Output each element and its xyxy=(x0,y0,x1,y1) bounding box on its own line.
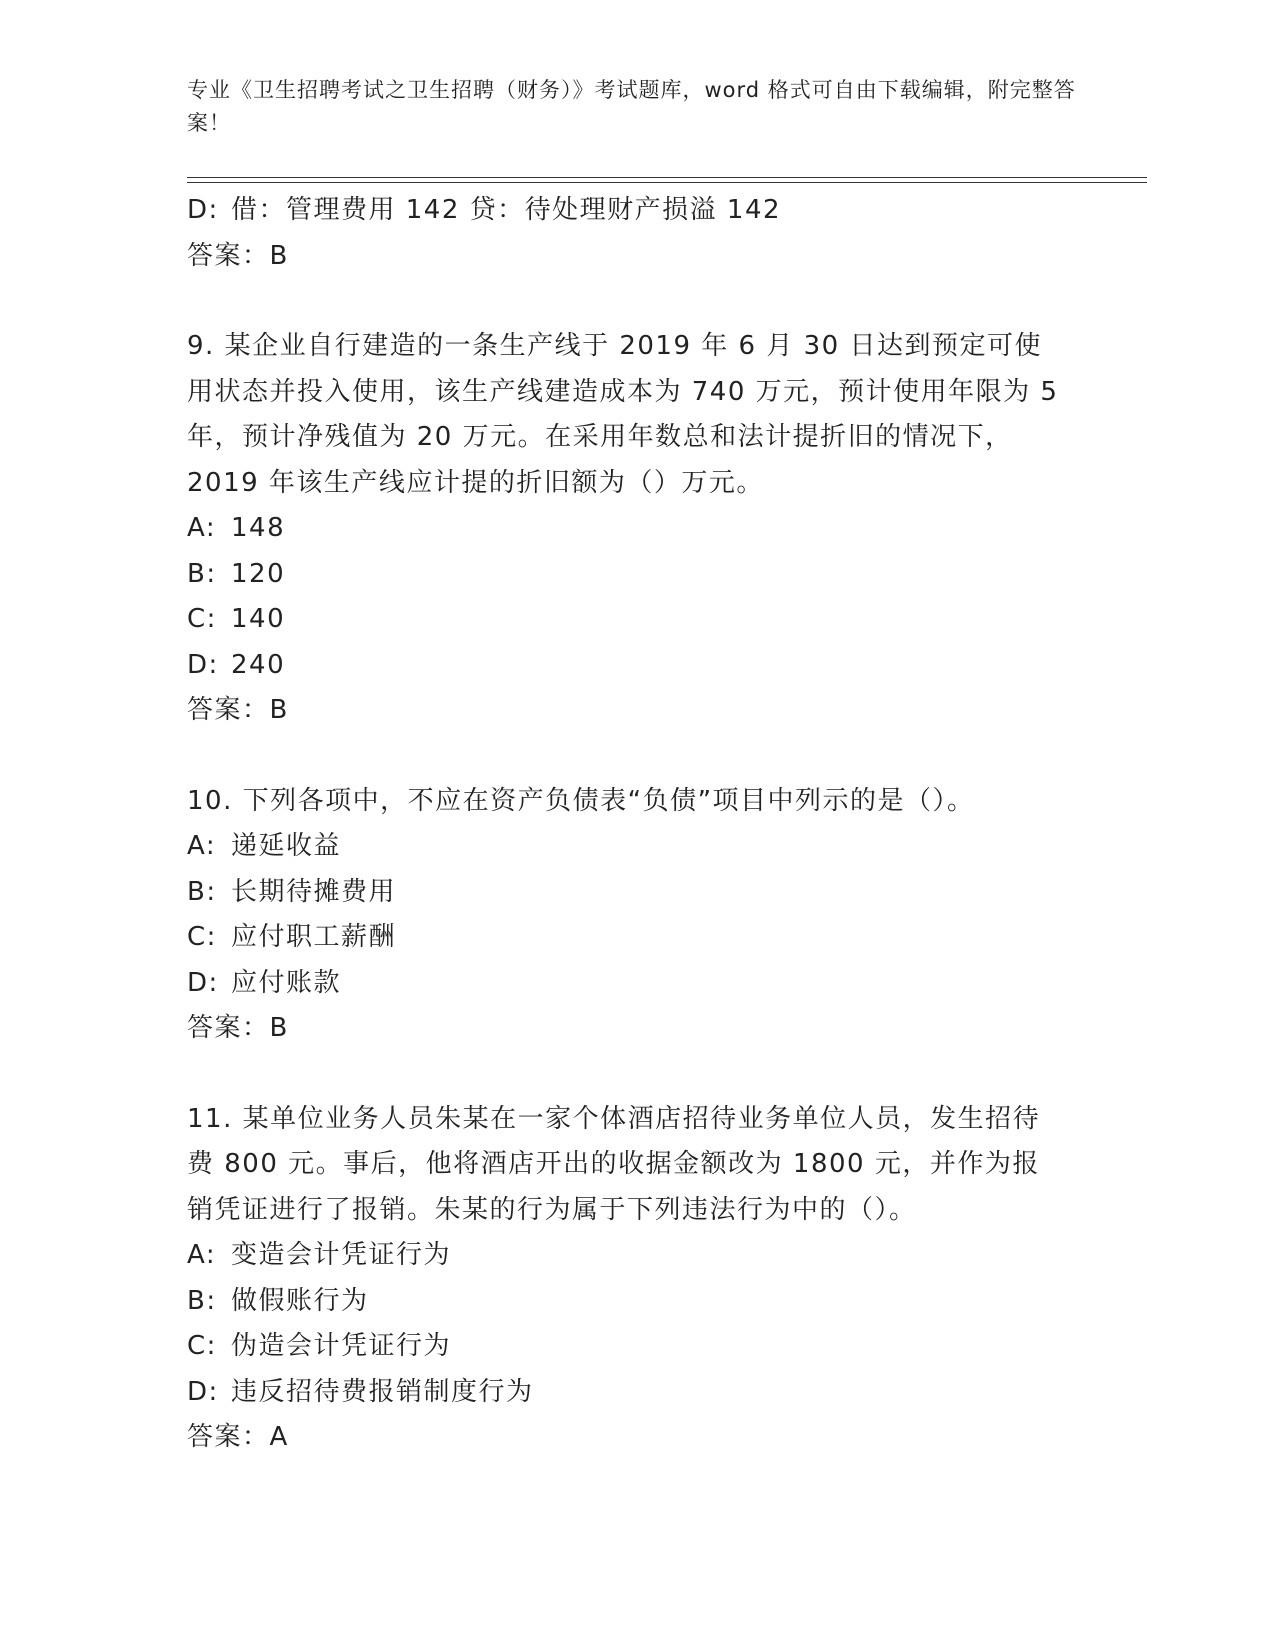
question-list xyxy=(187,188,1087,1461)
answer-line: 答案：B xyxy=(187,695,289,725)
option-c xyxy=(187,1324,1087,1370)
option-b xyxy=(187,1279,1087,1325)
option-d xyxy=(187,643,1087,689)
option-letter: B: xyxy=(187,876,217,907)
document-header: 专业《卫生招聘考试之卫生招聘（财务）》考试题库，word 格式可自由下载编辑，附完整答案！ xyxy=(187,78,1076,135)
option-text: 148 xyxy=(231,513,286,543)
answer-line: 答案：B xyxy=(187,240,289,271)
option-a xyxy=(187,824,1087,870)
option-letter: D: xyxy=(187,967,219,998)
option-a xyxy=(187,506,1087,552)
option-letter: B: xyxy=(187,1285,217,1316)
question-10 xyxy=(187,779,1087,1052)
option-text: 应付账款 xyxy=(231,967,342,998)
option-letter: A: xyxy=(187,513,217,543)
option-letter: D: xyxy=(187,1376,219,1407)
question-stem: 9. 某企业自行建造的一条生产线于 2019 年 6 月 30 日达到预定可使用状态并投入使用，该生产线建造成本为 740 万元，预计使用年限为 5 年，预计净残值为 20 万元。在采用年数总和法计提折旧的情况下，2019 年该生产线应计提的折旧额为（）万元。 xyxy=(187,331,1059,498)
question-stem: 11. 某单位业务人员朱某在一家个体酒店招待业务单位人员，发生招待费 800 元。事后，他将酒店开出的收据金额改为 1800 元，并作为报销凭证进行了报销。朱某的行为属于下列违法行为中的（）。 xyxy=(187,1103,1041,1225)
header-divider-top xyxy=(187,177,1147,178)
option-text: 应付职工薪酬 xyxy=(231,922,397,952)
option-text: 伪造会计凭证行为 xyxy=(231,1331,452,1361)
option-a xyxy=(187,1233,1087,1279)
option-letter: D: xyxy=(187,195,219,225)
question-9 xyxy=(187,324,1087,734)
option-text: 140 xyxy=(231,604,286,634)
option-text: 变造会计凭证行为 xyxy=(231,1240,452,1270)
option-d xyxy=(187,961,1087,1007)
option-d xyxy=(187,1370,1087,1416)
option-c xyxy=(187,915,1087,961)
option-text: 违反招待费报销制度行为 xyxy=(231,1376,534,1407)
option-text: 递延收益 xyxy=(231,831,342,861)
question-stem: 10. 下列各项中，不应在资产负债表“负债”项目中列示的是（）。 xyxy=(187,785,975,816)
option-letter: A: xyxy=(187,831,217,861)
option-text: 120 xyxy=(231,558,286,589)
option-text: 借：管理费用 142 贷：待处理财产损溢 142 xyxy=(231,195,782,225)
answer-line: 答案：B xyxy=(187,1013,289,1043)
option-c xyxy=(187,597,1087,643)
option-letter: C: xyxy=(187,604,217,634)
option-letter: C: xyxy=(187,1331,217,1361)
header-divider-bottom xyxy=(187,182,1147,183)
option-letter: B: xyxy=(187,558,217,589)
answer-line: 答案：A xyxy=(187,1422,289,1452)
option-letter: D: xyxy=(187,649,219,680)
previous-question-tail xyxy=(187,188,1087,279)
option-text: 长期待摊费用 xyxy=(231,876,397,907)
question-11 xyxy=(187,1097,1087,1461)
option-letter: C: xyxy=(187,922,217,952)
option-d xyxy=(187,188,1087,234)
option-letter: A: xyxy=(187,1240,217,1270)
option-b xyxy=(187,870,1087,916)
option-text: 做假账行为 xyxy=(231,1285,369,1316)
option-text: 240 xyxy=(231,649,286,680)
option-b xyxy=(187,552,1087,598)
